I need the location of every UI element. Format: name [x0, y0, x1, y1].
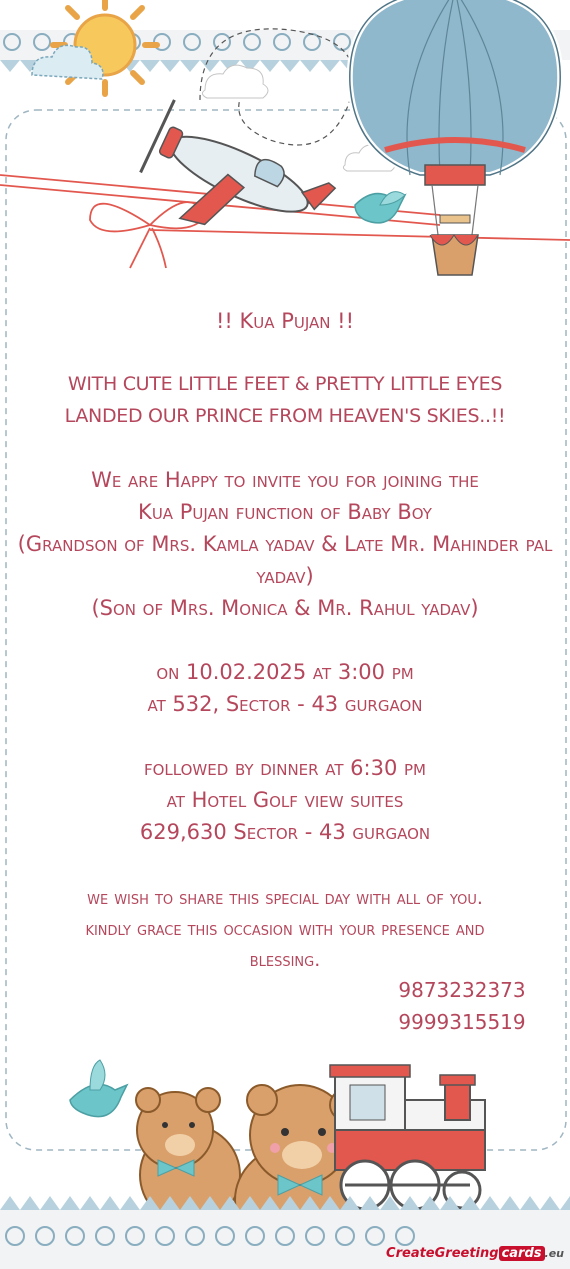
verse-line: LANDED OUR PRINCE FROM HEAVEN'S SKIES..!!: [64, 405, 506, 427]
closing-text: we wish to share this special day with all of you.: [87, 887, 483, 909]
grandson-text: (Grandson of Mrs. Kamla yadav & Late Mr. Mahinder pal: [17, 532, 553, 556]
hot-air-balloon-icon: [350, 0, 560, 275]
airplane-icon: [130, 100, 340, 273]
closing-text: blessing.: [249, 949, 321, 971]
grandson-text: yadav): [256, 564, 314, 588]
bird-icon: [355, 192, 405, 223]
invitation-title: !! Kua Pujan !!: [216, 309, 354, 333]
toy-train-icon: [330, 1065, 485, 1209]
closing-text: kindly grace this occasion with your presence and: [85, 918, 485, 940]
brand-name: CreateGreeting: [386, 1246, 499, 1261]
phone-number: 9873232373: [398, 978, 526, 1002]
invite-text: Kua Pujan function of Baby Boy: [138, 500, 432, 524]
event-venue: at 532, Sector - 43 gurgaon: [147, 692, 423, 716]
event-date-time: on 10.02.2025 at 3:00 pm: [156, 660, 414, 684]
brand-watermark: [386, 1246, 564, 1261]
dinner-address: 629,630 Sector - 43 gurgaon: [139, 820, 431, 844]
dinner-venue: at Hotel Golf view suites: [166, 788, 404, 812]
bird-icon: [70, 1060, 127, 1117]
phone-number: 9999315519: [398, 1010, 526, 1034]
brand-highlight: cards: [499, 1246, 545, 1261]
invite-text: We are Happy to invite you for joining the: [91, 468, 479, 492]
parents-text: (Son of Mrs. Monica & Mr. Rahul yadav): [91, 596, 479, 620]
dinner-time: followed by dinner at 6:30 pm: [143, 756, 426, 780]
verse-line: WITH CUTE LITTLE FEET & PRETTY LITTLE EYES: [67, 373, 503, 395]
brand-suffix: .eu: [544, 1247, 564, 1260]
